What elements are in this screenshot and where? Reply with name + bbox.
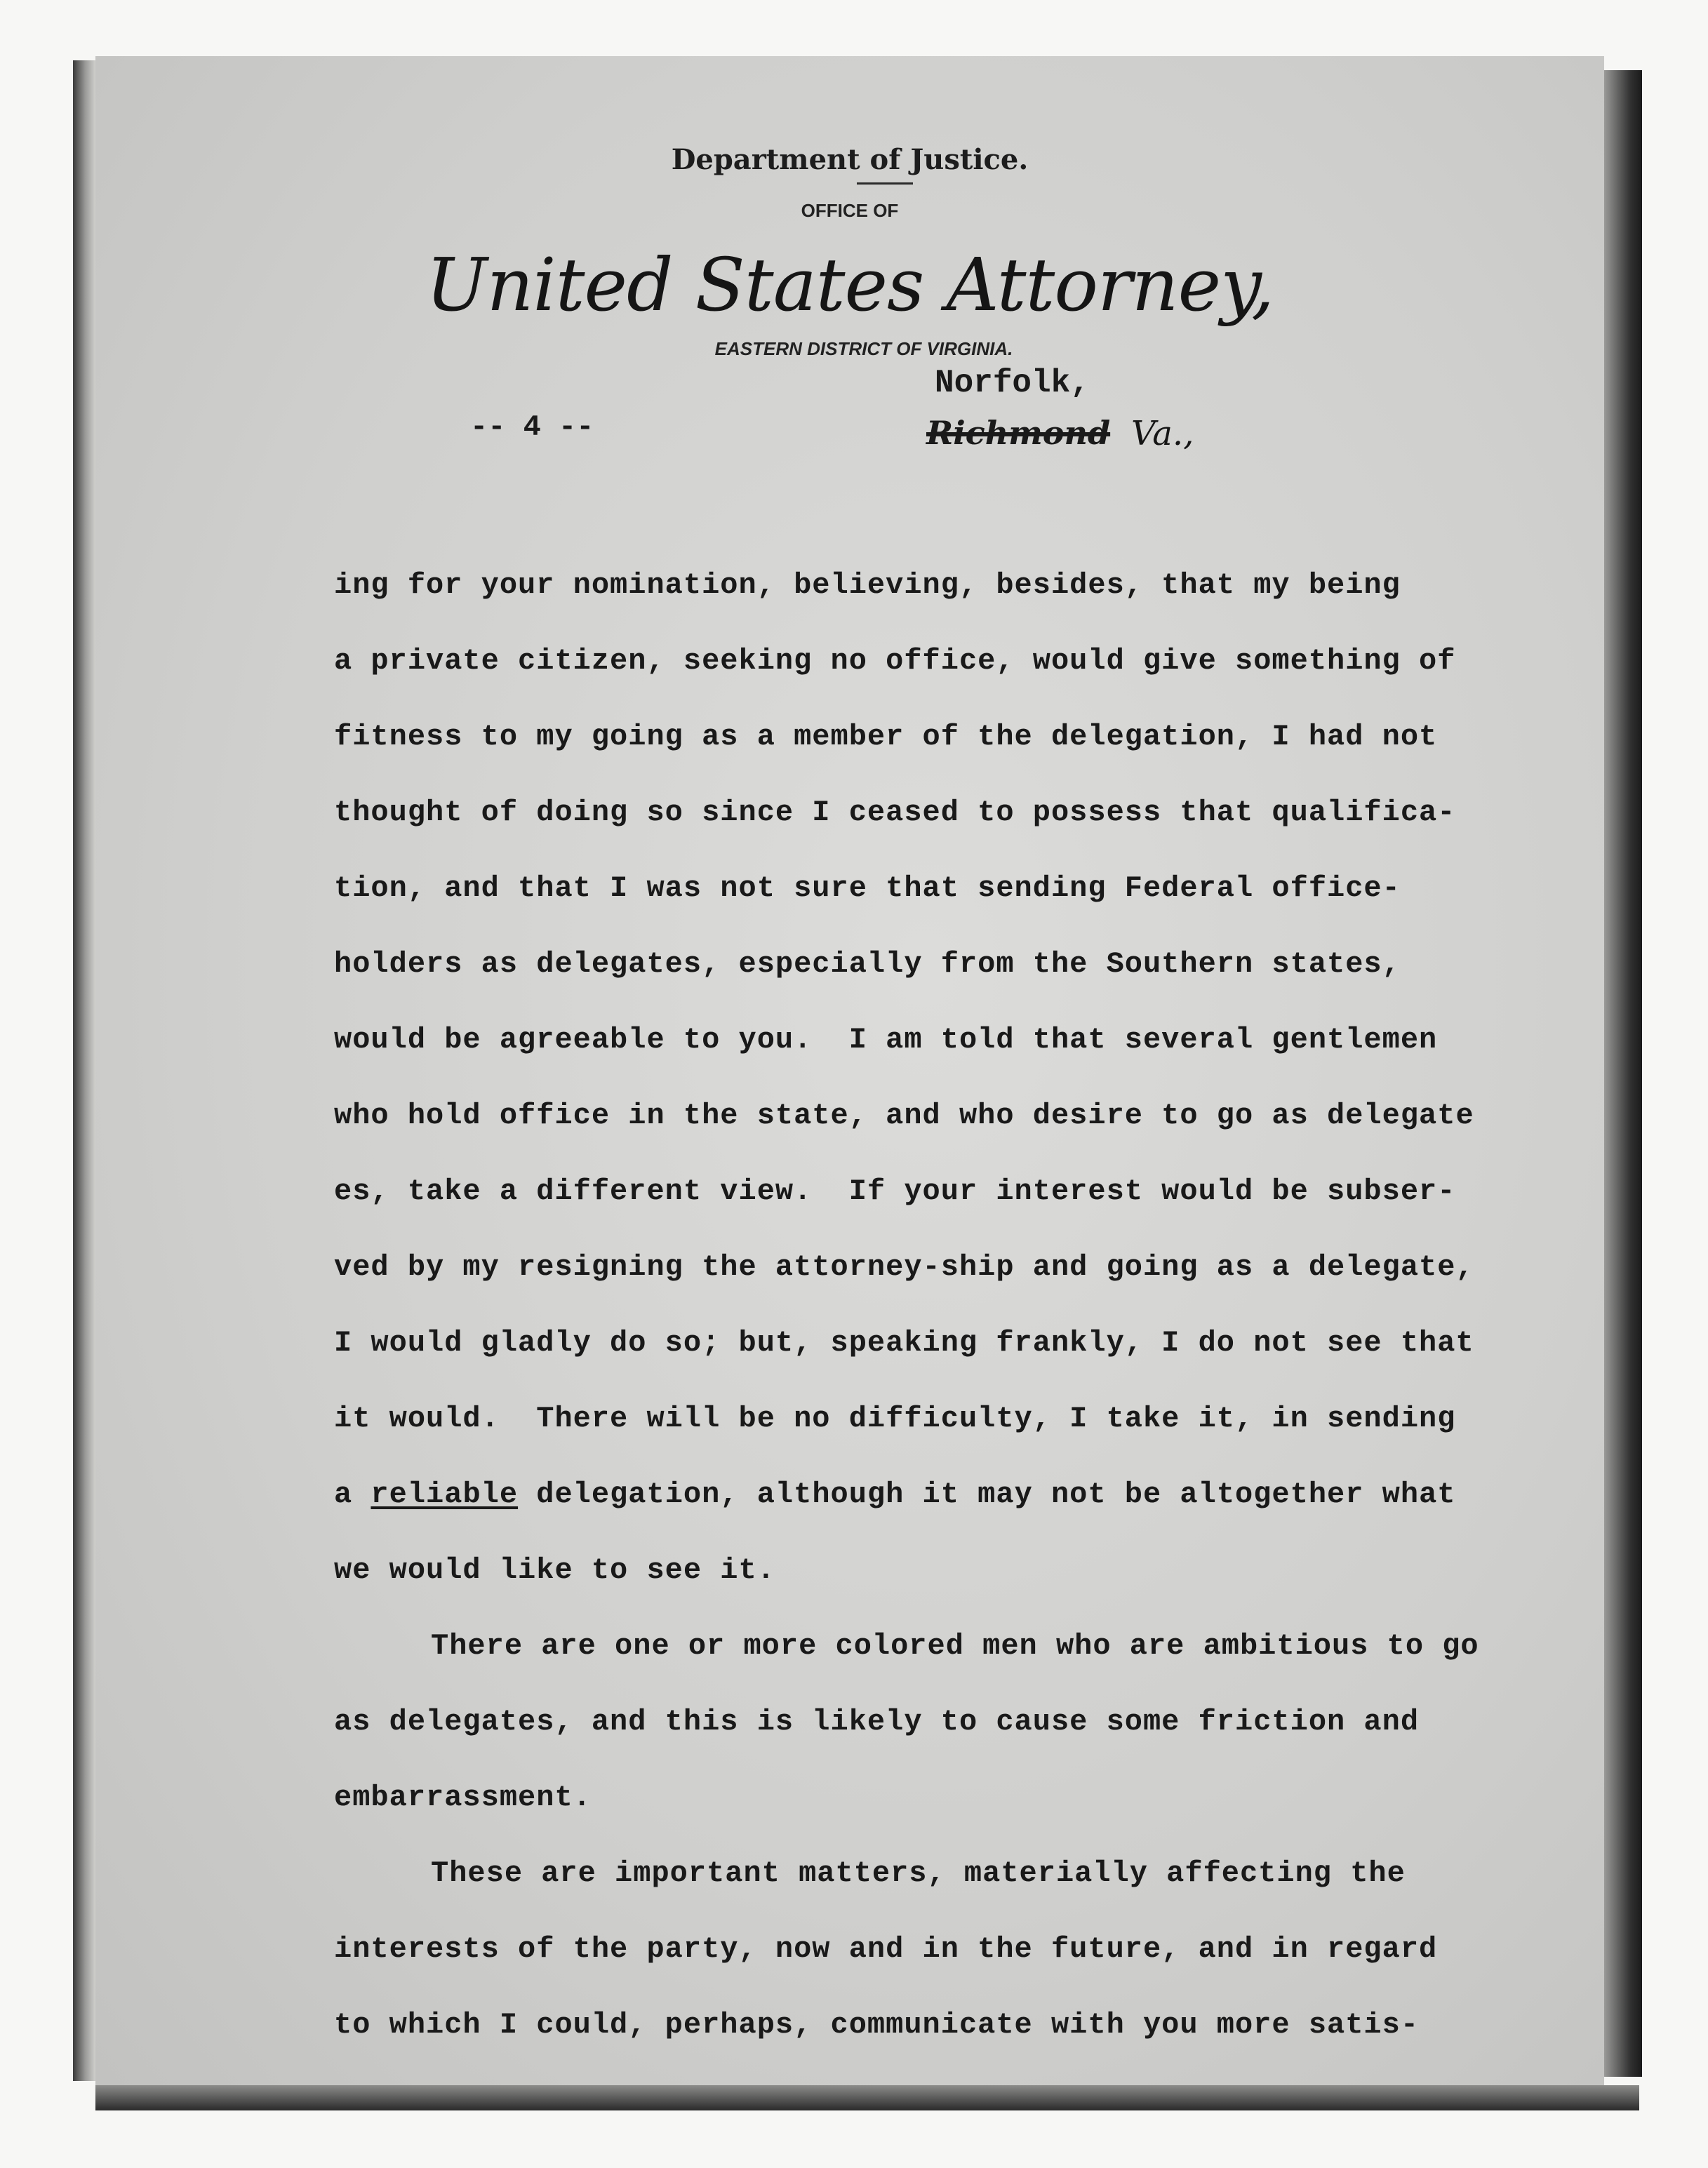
body-line: interests of the party, now and in the future, and in regard: [334, 1932, 1438, 1966]
body-line: holders as delegates, especially from the Southern states,: [334, 947, 1401, 981]
body-line: es, take a different view. If your interest would be subser-: [334, 1175, 1456, 1208]
office-title: United States Attorney,: [425, 242, 1274, 328]
page-left-edge-shadow: [73, 60, 95, 2081]
paragraph-start-line: These are important matters, materially affecting the: [431, 1856, 1406, 1890]
state-abbreviation: Va.,: [1131, 414, 1194, 453]
heading-rule: [857, 182, 913, 185]
body-line: a private citizen, seeking no office, would give something of: [334, 644, 1456, 678]
body-line: embarrassment.: [334, 1781, 592, 1814]
body-line: we would like to see it.: [334, 1553, 775, 1587]
body-line: as delegates, and this is likely to cause some friction and: [334, 1705, 1420, 1739]
letter-body: [334, 565, 1611, 2080]
district-label: EASTERN DISTRICT OF VIRGINIA.: [714, 338, 1013, 359]
office-of-label: OFFICE OF: [801, 200, 899, 221]
letter-page: [95, 56, 1604, 2085]
line-segment: delegation, although it may not be altogether what: [518, 1478, 1456, 1511]
body-line: I would gladly do so; but, speaking frankly, I do not see that: [334, 1326, 1474, 1360]
body-line-underlined: [334, 1474, 1611, 1550]
department-heading: Department of Justice.: [671, 143, 1029, 176]
body-line: thought of doing so since I ceased to possess that qualifica-: [334, 796, 1456, 829]
city-struck-through: Richmond: [926, 414, 1111, 452]
body-line: who hold office in the state, and who desire to go as delegate: [334, 1099, 1474, 1132]
page-number: -- 4 --: [470, 410, 594, 444]
letterhead: [95, 56, 1604, 477]
body-line: it would. There will be no difficulty, I take it, in sending: [334, 1402, 1456, 1436]
body-line: to which I could, perhaps, communicate with you more satis-: [334, 2008, 1420, 2042]
body-line: would be agreeable to you. I am told that several gentlemen: [334, 1023, 1438, 1057]
line-segment: a: [334, 1478, 371, 1511]
city-typed: Norfolk,: [935, 365, 1090, 401]
body-line: ing for your nomination, believing, besides, that my being: [334, 568, 1401, 602]
body-line: fitness to my going as a member of the delegation, I had not: [334, 720, 1438, 754]
paragraph-start-line: There are one or more colored men who are ambitious to go: [431, 1629, 1479, 1663]
body-line: tion, and that I was not sure that sending Federal office-: [334, 871, 1401, 905]
body-line: ved by my resigning the attorney-ship and going as a delegate,: [334, 1250, 1474, 1284]
underlined-word: reliable: [371, 1478, 519, 1511]
page-bottom-edge-shadow: [95, 2085, 1639, 2110]
